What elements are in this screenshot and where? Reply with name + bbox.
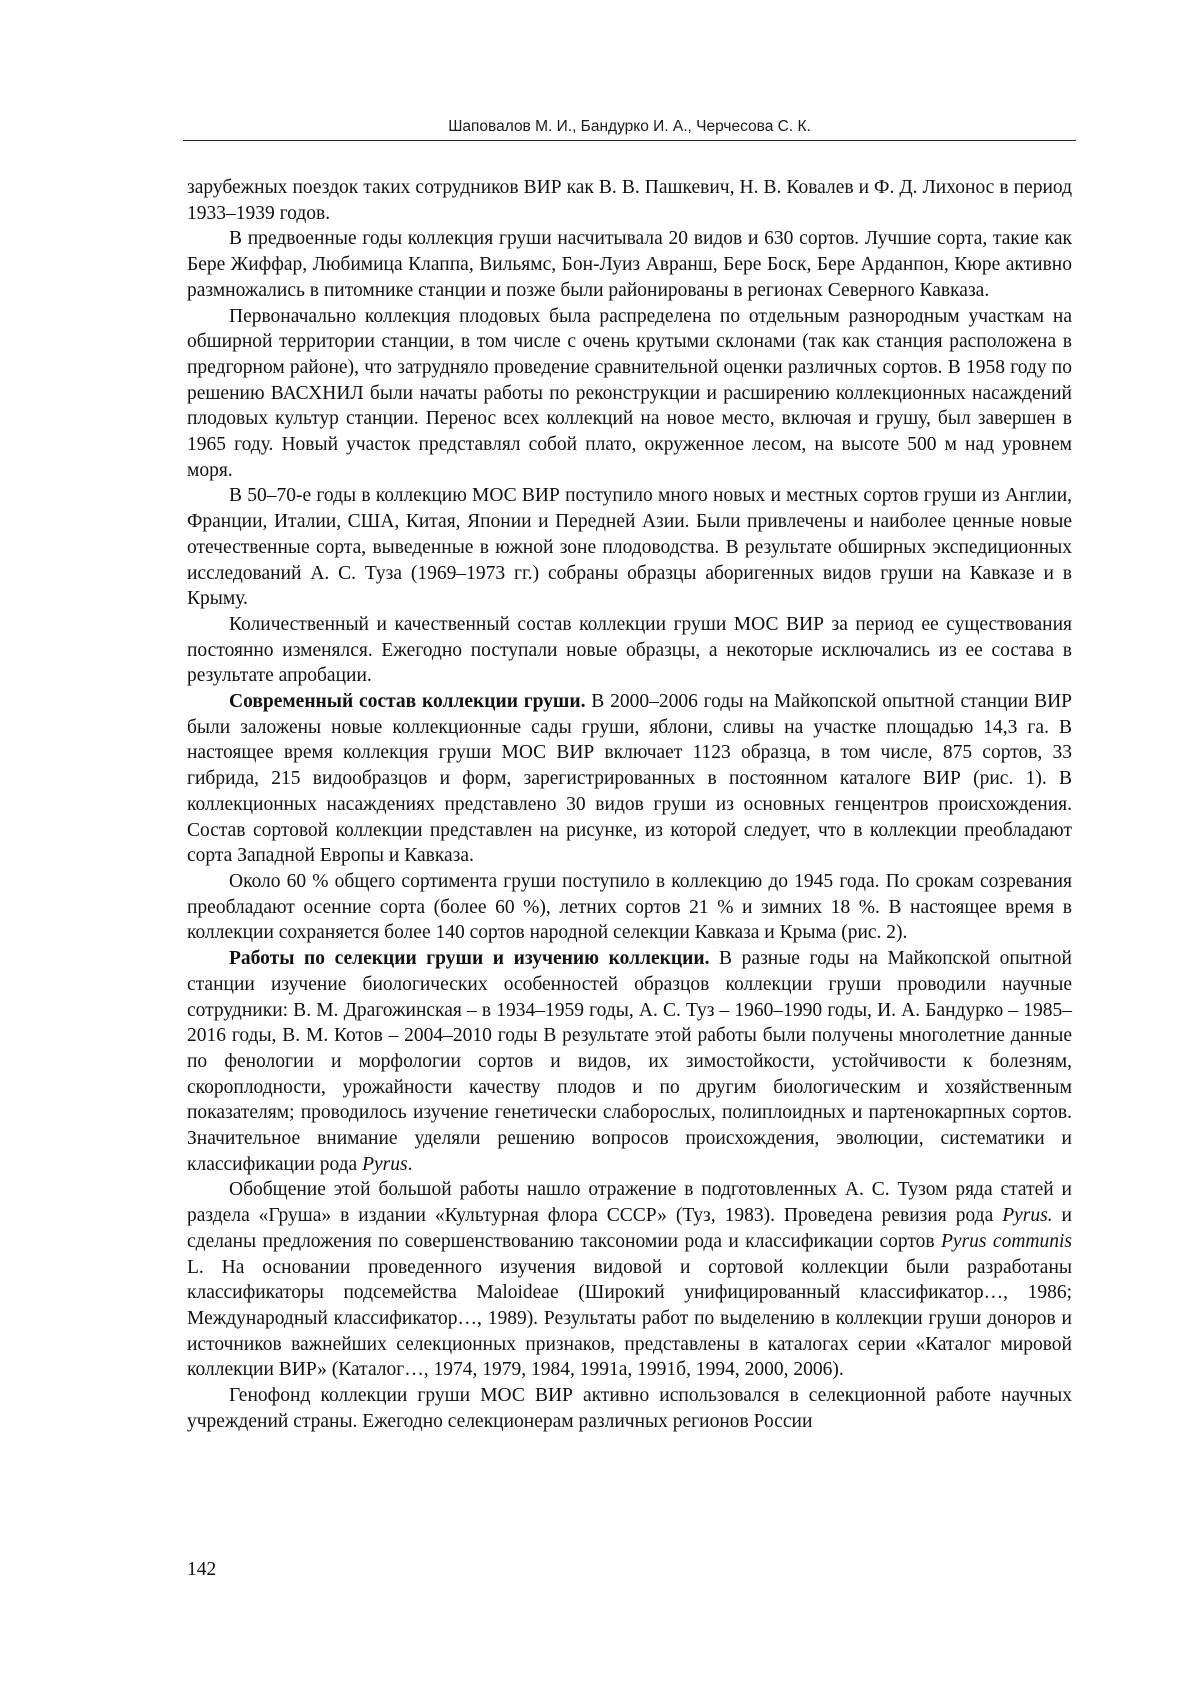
paragraph-text: В 50–70-е годы в коллекцию МОС ВИР поступило много новых и местных сортов груши из Англии, Франции, Италии, США, Китая, Японии и Передней Азии. Были привлечены и наиболее ценные новые отечественные сорта, выведенные в южной зоне плодоводства. В результате обширных экспедиционных исследований А. С. Туза (1969–1973 гг.) собраны образцы аборигенных видов груши на Кавказе и в Крыму. [187, 485, 1072, 610]
paragraph [187, 869, 1072, 946]
italic-term: Pyrus [362, 1153, 408, 1175]
paragraph [187, 612, 1072, 689]
paragraph [187, 483, 1072, 612]
header-rule [183, 140, 1076, 141]
page-number: 142 [187, 1559, 217, 1580]
italic-term: Pyrus communis [941, 1230, 1072, 1252]
paragraph-text: В предвоенные годы коллекция груши насчитывала 20 видов и 630 сортов. Лучшие сорта, такие как Бере Жиффар, Любимица Клаппа, Вильямс, Бон-Луиз Авранш, Бере Боск, Бере Арданпон, Кюре активно размножались в питомнике станции и позже были районированы в регионах Северного Кавказа. [187, 228, 1072, 301]
paragraph-text: . [407, 1153, 413, 1175]
running-header-authors: Шаповалов М. И., Бандурко И. А., Черчесова С. К. [448, 118, 811, 135]
body-text [187, 175, 1072, 1434]
paragraph-text: В разные годы на Майкопской опытной станции изучение биологических особенностей образцов коллекции груши проводили научные сотрудники: В. М. Драгожинская – в 1934–1959 годы, А. С. Туз – 1960–1990 годы, И. А. Бандурко – 1985–2016 годы, В. М. Котов – 2004–2010 годы В результате этой работы были получены многолетние данные по фенологии и морфологии сортов и видов, их зимостойкости, устойчивости к болезням, скороплодности, урожайности качеству плодов и по другим биологическим и хозяйственным показателям; проводилось изучение генетически слаборослых, полиплоидных и партенокарпных сортов. Значительное внимание уделяли решению вопросов происхождения, эволюции, систематики и классификации рода [187, 948, 1072, 1175]
paragraph-text: Первоначально коллекция плодовых была распределена по отдельным разнородным участкам на обширной территории станции, в том числе с очень крутыми склонами (так как станция расположена в предгорном районе), что затрудняло проведение сравнительной оценки различных сортов. В 1958 году по решению ВАСХНИЛ были начаты работы по реконструкции и расширению коллекционных насаждений плодовых культур станции. Перенос всех коллекций на новое место, включая и грушу, был завершен в 1965 году. Новый участок представлял собой плато, окруженное лесом, на высоте 500 м над уровнем моря. [187, 305, 1072, 481]
paragraph [187, 689, 1072, 869]
paragraph-text: L. На основании проведенного изучения видовой и сортовой коллекции были разработаны классификаторы подсемейства Maloideae (Широкий унифицированный классификатор…, 1986; Международный классификатор…, 1989). Результаты работ по выделению в коллекции груши доноров и источников важнейших селекционных признаков, представлены в каталогах серии «Каталог мировой коллекции ВИР» (Каталог…, 1974, 1979, 1984, 1991а, 1991б, 1994, 2000, 2006). [187, 1256, 1072, 1381]
paragraph [187, 226, 1072, 303]
italic-term: Pyrus. [1002, 1205, 1053, 1227]
paragraph [187, 1177, 1072, 1383]
paragraph-text: Генофонд коллекции груши МОС ВИР активно использовался в селекционной работе научных учреждений страны. Ежегодно селекционерам различных регионов России [187, 1385, 1072, 1432]
paragraph [187, 1383, 1072, 1434]
paragraph [187, 175, 1072, 226]
section-heading: Работы по селекции груши и изучению коллекции. [229, 948, 710, 970]
paragraph-text: Около 60 % общего сортимента груши поступило в коллекцию до 1945 года. По срокам созревания преобладают осенние сорта (более 60 %), летних сортов 21 % и зимних 18 %. В настоящее время в коллекции сохраняется более 140 сортов народной селекции Кавказа и Крыма (рис. 2). [187, 870, 1072, 944]
paragraph [187, 946, 1072, 1177]
paragraph-text: В 2000–2006 годы на Майкопской опытной станции ВИР были заложены новые коллекционные сады груши, яблони, сливы на участке площадью 14,3 га. В настоящее время коллекция груши МОС ВИР включает 1123 образца, в том числе, 875 сортов, 33 гибрида, 215 видообразцов и форм, зарегистрированных в постоянном каталоге ВИР (рис. 1). В коллекционных насаждениях представлено 30 видов груши из основных генцентров происхождения. Состав сортовой коллекции представлен на рисунке, из которой следует, что в коллекции преобладают сорта Западной Европы и Кавказа. [187, 691, 1072, 867]
paragraph-text: Количественный и качественный состав коллекции груши МОС ВИР за период ее существования постоянно изменялся. Ежегодно поступали новые образцы, а некоторые исключались из ее состава в результате апробации. [187, 613, 1072, 687]
paragraph-text: Обобщение этой большой работы нашло отражение в подготовленных А. С. Тузом ряда статей и раздела «Груша» в издании «Культурная флора СССР» (Туз, 1983). Проведена ревизия рода [187, 1179, 1072, 1227]
paragraph-text: зарубежных поездок таких сотрудников ВИР как В. В. Пашкевич, Н. В. Ковалев и Ф. Д. Лихонос в период 1933–1939 годов. [187, 177, 1072, 224]
paragraph [187, 304, 1072, 484]
paragraph-text: и сделаны предложения по совершенствованию таксономии рода и классификации сортов [187, 1205, 1072, 1252]
section-heading: Современный состав коллекции груши. [229, 691, 586, 713]
